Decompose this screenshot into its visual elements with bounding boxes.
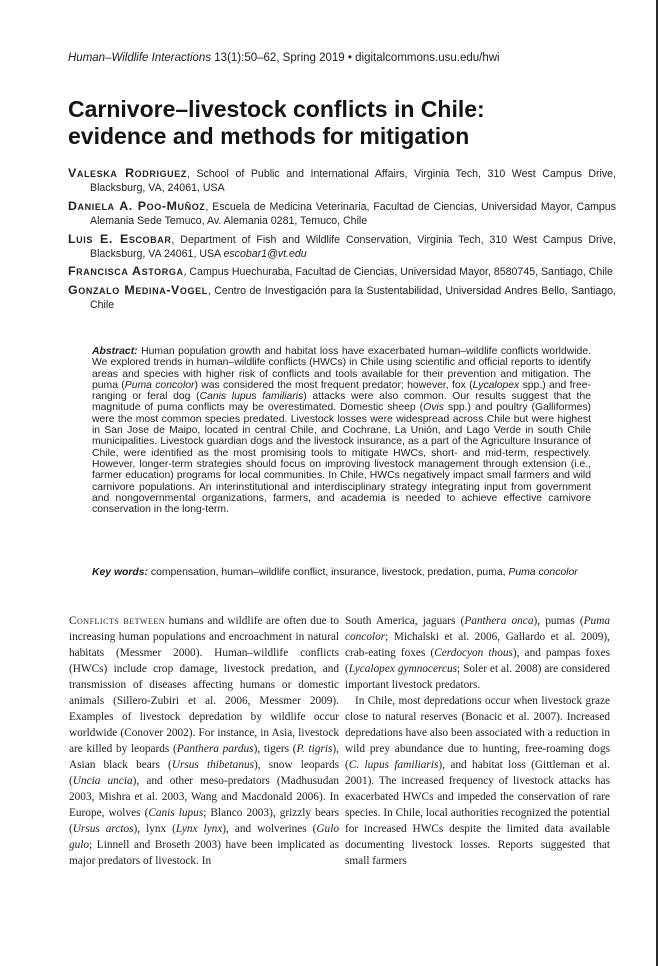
author-entry — [68, 283, 616, 313]
species-name: Lynx lynx — [175, 823, 223, 835]
article-title — [68, 96, 608, 150]
body-text: ), Asian black bears ( — [69, 743, 339, 771]
author-affiliation: , Escuela de Medicina Veterinaria, Facultad de Ciencias, Universidad Mayor, Campus Alemania Sede Temuco, Av. Alemania 0281, Temuco, Chile — [90, 200, 616, 228]
author-entry — [68, 264, 616, 279]
author-list — [68, 166, 616, 316]
author-affiliation: , School of Public and International Affairs, Virginia Tech, 310 West Campus Drive, Blacksburg, VA, 24061, USA — [90, 168, 616, 195]
species-name: Canis lupus familiaris — [199, 391, 304, 403]
body-text: ), and wolverines ( — [222, 823, 317, 835]
body-text: ; Michalski et al. 2006, Gallardo et al. 2009), crab-eating foxes ( — [345, 631, 610, 659]
body-text: humans and wildlife are often due to increasing human populations and encroachment in natural habitats (Messmer 2000). Human–wildlife conflicts (HWCs) include crop damage, livestock predation, and transmission of diseases affecting humans or domestic animals (Sillero-Zubiri et al. 2006, Messmer 2009). Examples of livestock depredation by wildlife occur worldwide (Conover 2002). For instance, in Asia, livestock are killed by leopards ( — [69, 615, 339, 755]
species-name: Ovis — [423, 402, 444, 414]
abstract-label: Abstract: — [92, 346, 138, 357]
lead-in: Conflicts between — [69, 615, 166, 627]
species-name: Uncia uncia — [72, 775, 133, 787]
author-name: Daniela A. Poo-Muñoz — [68, 198, 206, 213]
journal-citation — [68, 52, 628, 64]
body-column-right — [345, 613, 610, 869]
species-name: Lycalopex gymnocercus — [348, 663, 458, 675]
species-name: Panthera onca — [464, 615, 534, 627]
species-name: Ursus arctos — [72, 823, 134, 835]
abstract-text: ) was considered the most frequent predator; however, fox ( — [194, 379, 473, 391]
species-name: Puma concolor — [345, 615, 611, 643]
body-text: South America, jaguars ( — [345, 615, 465, 627]
author-entry — [68, 199, 616, 229]
body-text: ; Linnell and Broseth 2003) have been implicated as major predators of livestock. In — [69, 839, 339, 867]
body-paragraph — [69, 613, 339, 869]
author-email[interactable]: escobar1@vt.edu — [223, 248, 307, 261]
journal-name: Human–Wildlife Interactions — [68, 52, 212, 64]
species-name: Canis lupus — [148, 807, 204, 819]
body-text: ; Blanco 2003), grizzly bears ( — [69, 807, 339, 835]
body-text: ), lynx ( — [133, 823, 176, 835]
author-name: Gonzalo Medina-Vogel — [68, 282, 208, 297]
body-text: ), tigers ( — [253, 743, 297, 755]
species-name: Gulo gulo — [69, 823, 339, 851]
author-affiliation: , Campus Huechuraba, Facultad de Ciencias, Universidad Mayor, 8580745, Santiago, Chile — [183, 266, 613, 279]
journal-citation-text: 13(1):50–62, Spring 2019 • digitalcommons.usu.edu/hwi — [211, 52, 500, 64]
body-text: ), and habitat loss (Gittleman et al. 2001). The increased frequency of livestock attacks has exacerbated HWCs and impeded the conservation of rare species. In Chile, local authorities recognized the potential for increased HWCs despite the limited data available documenting livestock losses. Reports suggested that small farmers — [345, 759, 610, 867]
author-affiliation: , Centro de Investigación para la Sustentabilidad, Universidad Andres Bello, Santiago, Chile — [90, 284, 616, 312]
author-affiliation: , Department of Fish and Wildlife Conservation, Virginia Tech, 310 West Campus Drive, Blacksburg, VA 24061, USA — [90, 233, 616, 261]
keywords-species: Puma concolor — [508, 567, 578, 578]
body-text: ), snow leopards ( — [69, 759, 340, 787]
keywords-label: Key words: — [92, 567, 149, 578]
author-name: Valeska Rodriguez — [68, 166, 187, 180]
body-text: ; Soler et al. 2008) are considered important livestock predators. — [345, 663, 611, 691]
abstract-text: ) attacks were also common. Our results suggest that the magnitude of puma conflicts may be overestimated. Domestic sheep ( — [92, 391, 592, 414]
abstract-text: spp.) and free-ranging or feral dog ( — [92, 379, 591, 403]
species-name: P. tigris — [296, 743, 333, 755]
author-name: Luis E. Escobar — [68, 231, 172, 246]
author-name: Francisca Astorga — [68, 264, 184, 279]
body-text: In Chile, most depredations occur when livestock graze close to natural reserves (Bonacic et al. 2007). Increased depredations have also been associated with a reduction in wild prey abundance due to hunting, free-roaming dogs ( — [345, 695, 610, 771]
species-name: C. lupus familiaris — [348, 759, 439, 771]
keywords-text: compensation, human–wildlife conflict, insurance, livestock, predation, puma, — [148, 567, 509, 578]
author-entry — [68, 232, 616, 262]
abstract — [92, 346, 591, 515]
title-line-1: Carnivore–livestock conflicts in Chile: — [68, 96, 485, 122]
body-paragraph — [345, 613, 610, 693]
species-name: Puma concolor — [124, 379, 195, 391]
body-column-left — [69, 613, 339, 869]
abstract-text: spp.) and poultry (Galliformes) were the most common species predated. Livestock losses were widespread across Chile but were highest in San Jose de Maipo, located in central Chile, and Cochrane, La Unión, and Lago Verde in south Chile municipalities. Livestock guardian dogs and the livestock insurance, as a part of the Agriculture Insurance of Chile, were identified as the most promising tools to mitigate HWCs, short- and mid-term, respectively. However, longer-term strategies should focus on improving livestock management through extension (i.e., farmer education) programs for local communities. In Chile, HWCs negatively impact small farmers and wild carnivore populations. An interinstitutional and interdisciplinary strategy integrating input from government and nongovernmental organizations, farmers, and academia is needed to achieve effective carnivore conservation in the long-term. — [92, 402, 592, 516]
species-name: Ursus thibetanus — [171, 759, 255, 771]
species-name: Cerdocyon thous — [434, 647, 513, 659]
body-text: ), and pampas foxes ( — [345, 647, 610, 675]
abstract-text: Human population growth and habitat loss have exacerbated human–wildlife conflicts worldwide. We explored trends in human–wildlife conflicts (HWCs) in Chile using scientific and official reports to identify areas and species with higher risk of conflicts and tools available for their prevention and mitigation. The puma ( — [92, 346, 591, 391]
author-entry — [68, 166, 616, 196]
keywords — [92, 567, 591, 578]
species-name: Panthera pardus — [176, 743, 254, 755]
species-name: Lycalopex — [472, 379, 520, 391]
title-line-2: evidence and methods for mitigation — [68, 123, 470, 149]
body-text: ), pumas ( — [533, 615, 584, 627]
body-text: ), and other meso-predators (Madhusudan 2003, Mishra et al. 2003, Wang and Macdonald 2006). In Europe, wolves ( — [69, 775, 340, 819]
body-paragraph — [345, 693, 610, 869]
